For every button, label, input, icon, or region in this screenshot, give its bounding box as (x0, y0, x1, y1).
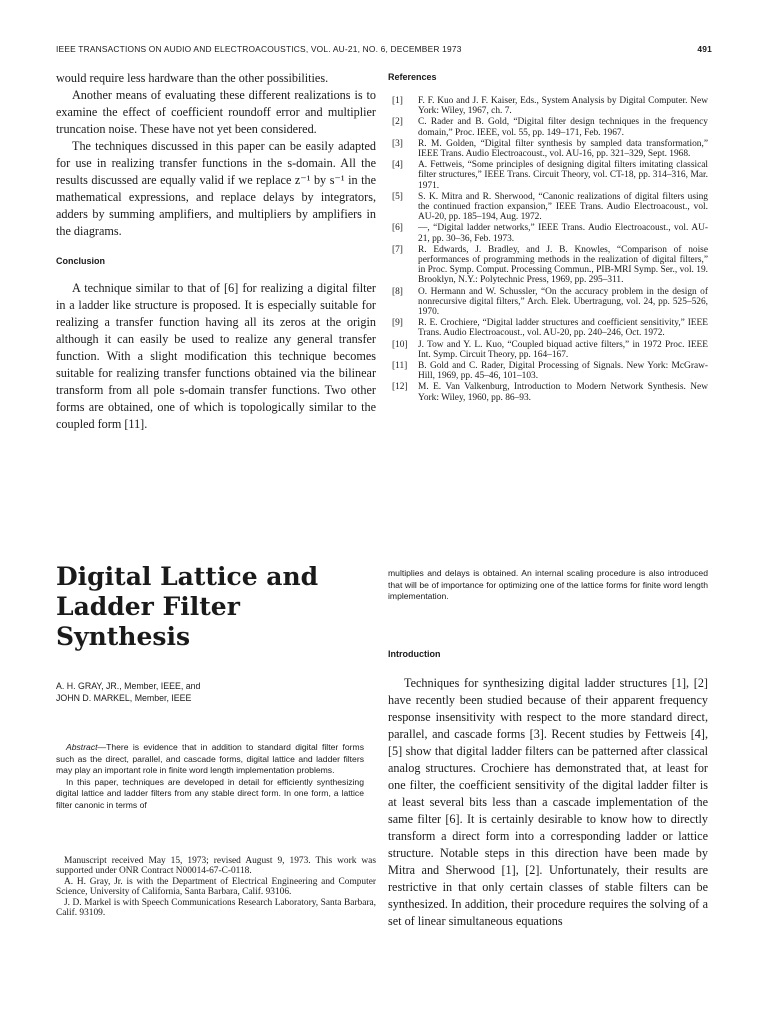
reference-item (388, 117, 708, 137)
reference-item (388, 318, 708, 338)
running-title: IEEE TRANSACTIONS ON AUDIO AND ELECTROACOUSTICS, VOL. AU-21, NO. 6, DECEMBER 1973 (56, 44, 462, 54)
reference-text: O. Hermann and W. Schussler, “On the accuracy problem in the design of nonrecursive digital filters,” Arch. Elek. Ubertragung, vol. 24, pp. 525–526, 1970. (418, 286, 708, 318)
footnote: J. D. Markel is with Speech Communications Research Laboratory, Santa Barbara, Calif. 93109. (56, 897, 376, 919)
reference-item (388, 382, 708, 402)
abstract-text: —There is evidence that in addition to standard digital filter forms such as the direct, parallel, and cascade forms, digital lattice and ladder filters may play an important role in finite word length implementation problems. (56, 742, 364, 776)
footnote: A. H. Gray, Jr. is with the Department of Electrical Engineering and Computer Science, University of California, Santa Barbara, Calif. 93106. (56, 876, 376, 898)
conclusion-paragraph: A technique similar to that of [6] for realizing a digital filter in a ladder like structure is proposed. It is especially suitable for realizing a transfer function having all its zeros at the origin although it can easily be used to realize any general transfer function. With a slight modification this technique becomes suitable for realizing transfer functions obtained via the bilinear transform from all pole s-domain transfer functions. Two other forms are obtained, one of which is topologically similar to the coupled form [11]. (56, 281, 376, 431)
reference-item (388, 340, 708, 360)
reference-number: [3] (392, 138, 403, 149)
author-line: A. H. GRAY, JR., Member, IEEE, and (56, 681, 201, 691)
reference-item (388, 139, 708, 159)
article-title: Digital Lattice and Ladder Filter Synthesis (56, 562, 319, 651)
running-header (56, 44, 712, 54)
reference-text: M. E. Van Valkenburg, Introduction to Modern Network Synthesis. New York: Wiley, 1960, pp. 86–93. (418, 382, 708, 403)
references-heading: References (388, 72, 437, 82)
reference-text: S. K. Mitra and R. Sherwood, “Canonic realizations of digital filters using the continued fraction expansion,” IEEE Trans. Audio Electroacoust., vol. AU-20, pp. 185–194, Aug. 1972. (418, 191, 708, 223)
introduction-paragraph: Techniques for synthesizing digital ladder structures [1], [2] have recently been studied because of their apparent frequency response insensitivity with respect to the more standard direct, parallel, and cascade forms [3]. Recent studies by Fettweis [4], [5] show that digital ladder filters can be patterned after classical analog structures. Crochiere has demonstrated that, at least for one filter, the coefficient sensitivity of the digital ladder filter is at least several bits less than a cascade implementation of the same filter [6]. It is certainly desirable to know how to directly transform a direct form into a corresponding ladder or lattice structure. Notable steps in this direction have been made by Mitra and Sherwood [1], [2]. Unfortunately, their results are restrictive in that only certain classes of stable filters can be synthesized. In addition, their procedure requires the solving of a set of linear simultaneous equations (388, 675, 708, 928)
reference-number: [9] (392, 318, 403, 329)
reference-item (388, 192, 708, 223)
left-column-top (56, 70, 376, 433)
reference-number: [12] (392, 382, 408, 393)
reference-item (388, 287, 708, 318)
reference-item (388, 96, 708, 116)
reference-item (388, 245, 708, 286)
footnote-block (56, 856, 376, 918)
abstract-paragraph (56, 742, 364, 777)
reference-list (388, 96, 708, 403)
reference-text: J. Tow and Y. L. Kuo, “Coupled biquad active filters,” in 1972 Proc. IEEE Int. Symp. Circuit Theory, pp. 164–167. (418, 339, 708, 360)
reference-number: [10] (392, 339, 408, 350)
reference-item (388, 223, 708, 243)
abstract (56, 742, 364, 812)
reference-item (388, 160, 708, 191)
body-paragraph: The techniques discussed in this paper can be easily adapted for use in realizing transfer functions in the s-domain. All the results discussed are equally valid if we replace z⁻¹ by s⁻¹ in the mathematical expressions, and replace delays by integrators, adders by summing amplifiers, and multipliers by amplifiers in the diagrams. (56, 139, 376, 238)
reference-number: [2] (392, 117, 403, 128)
reference-text: A. Fettweis, “Some principles of designing digital filters imitating classical filter structures,” IEEE Trans. Circuit Theory, vol. CT-18, pp. 314–316, Mar. 1971. (418, 160, 708, 191)
reference-text: R. M. Golden, “Digital filter synthesis by sampled data transformation,” IEEE Trans. Audio Electroacoust., vol. AU-16, pp. 321–329, Sept. 1968. (418, 138, 708, 160)
reference-number: [7] (392, 244, 403, 255)
right-column-bottom (388, 568, 708, 930)
reference-item (388, 361, 708, 381)
introduction-heading: Introduction (388, 648, 441, 659)
body-paragraph: Another means of evaluating these different realizations is to examine the effect of coefficient roundoff error and multiplier truncation noise. These have not yet been considered. (56, 88, 376, 136)
reference-number: [8] (392, 286, 403, 297)
reference-text: R. E. Crochiere, “Digital ladder structures and coefficient sensitivity,” IEEE Trans. Audio Electroacoust., vol. AU-20, pp. 240–246, Oct. 1972. (418, 318, 708, 339)
reference-text: F. F. Kuo and J. F. Kaiser, Eds., System Analysis by Digital Computer. New York: Wiley, 1967, ch. 7. (418, 96, 708, 117)
reference-number: [11] (392, 361, 408, 372)
body-paragraph: would require less hardware than the other possibilities. (56, 71, 329, 85)
abstract-label: Abstract (66, 742, 98, 752)
reference-number: [5] (392, 191, 403, 202)
reference-number: [4] (392, 160, 403, 171)
references-section (388, 72, 708, 404)
reference-text: —, “Digital ladder networks,” IEEE Trans. Audio Electroacoust., vol. AU-21, pp. 30–36, Feb. 1973. (418, 223, 708, 244)
reference-number: [6] (392, 223, 403, 234)
reference-text: B. Gold and C. Rader, Digital Processing of Signals. New York: McGraw-Hill, 1969, pp. 45–46, 101–103. (418, 361, 708, 382)
reference-number: [1] (392, 96, 403, 106)
conclusion-heading: Conclusion (56, 256, 105, 266)
page-number: 491 (697, 44, 712, 54)
author-block (56, 680, 356, 704)
reference-text: R. Edwards, J. Bradley, and J. B. Knowles, “Comparison of noise performances of programming methods in the realization of digital filters,” in Proc. Symp. Comput. Processing Commun., PIB-MRI Symp. Ser., vol. 19. Brooklyn, N.Y.: Polytechnic Press, 1969, pp. 295–311. (418, 244, 708, 286)
author-line: JOHN D. MARKEL, Member, IEEE (56, 693, 192, 703)
footnote: Manuscript received May 15, 1973; revised August 9, 1973. This work was supported under ONR Contract N00014-67-C-0118. (56, 856, 376, 877)
abstract-continuation: multiplies and delays is obtained. An internal scaling procedure is also introduced that will be of importance for optimizing one of the lattice forms for finite word length implementation. (388, 568, 708, 602)
reference-text: C. Rader and B. Gold, “Digital filter design techniques in the frequency domain,” Proc. IEEE, vol. 55, pp. 149–171, Feb. 1967. (418, 117, 708, 138)
abstract-paragraph: In this paper, techniques are developed in detail for efficiently synthesizing digital lattice and ladder filters from any stable direct form. In one form, a lattice filter canonic in terms of (56, 776, 364, 810)
